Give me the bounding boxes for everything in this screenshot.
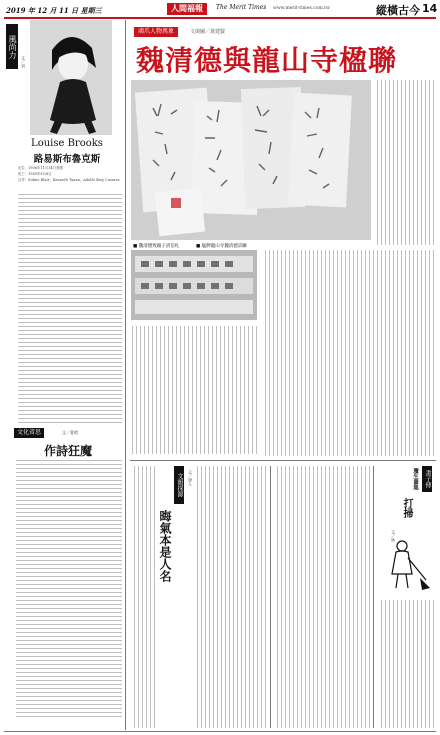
caption-2-text: 艋舺龍山寺魏清德詩聯 (201, 244, 247, 249)
couplet-photo (131, 250, 257, 320)
colB-author: 文／林 (391, 530, 396, 542)
feature-body-far-right (376, 80, 434, 245)
caption-1-text: 魏清德致賴子清信札 (138, 244, 180, 249)
colA-title: 晦氣本是人名 (158, 510, 172, 582)
caption-2-marker: ■ (196, 244, 201, 249)
article-body (18, 194, 122, 424)
colB-subtitle: 打掃 (401, 498, 412, 518)
header-section: 縱橫古今 (376, 4, 420, 17)
colA-body (133, 466, 155, 728)
header-logo-en: The Merit Times (216, 4, 267, 11)
sweeping-figure-illustration (376, 536, 434, 594)
lower-divider-1 (270, 466, 271, 728)
mid-divider (130, 460, 436, 461)
subject-bio-3: 合作：Sidnie Blair、Kenneth Tynan、Adolfo Bioy Casares (18, 178, 120, 182)
feature-title: 魏清德與龍山寺楹聯 (136, 44, 398, 77)
subject-name-cn: 路易斯布魯克斯 (33, 154, 101, 165)
colA-kicker: 文韻探源 (174, 466, 184, 504)
column2-kicker-text: 文化省思 (17, 429, 42, 436)
feature-body-lower (131, 326, 257, 454)
subject-name-en: Louise Brooks (31, 138, 103, 149)
subject-bio-2: 死亡：1985年8月8日 (18, 172, 52, 176)
subject-bio-1: 出生：1906年11月14日美國 (18, 166, 63, 170)
column2-author: 文／曹晴 (62, 430, 78, 435)
caption-1-marker: ■ (133, 244, 138, 249)
feature-kicker: 鴻爪人物萬象 (134, 27, 178, 37)
left-divider (125, 20, 126, 730)
colM-body (274, 466, 370, 728)
column-author: 文／刘 (21, 56, 26, 68)
lower-divider-2 (373, 466, 374, 728)
colB-kicker: 畫子傳 (422, 466, 432, 492)
header-url: www.merit-times.com.tw (273, 6, 330, 11)
caption-1 (133, 243, 179, 249)
column-name: 風尚力 (6, 24, 18, 69)
caption-2 (196, 243, 247, 249)
feature-byline: 文與圖／黃建賢 (190, 29, 226, 35)
letters-photo (131, 80, 371, 240)
header-date: 2019 年 12 月 11 日 星期三 (6, 6, 102, 15)
colB-body (378, 600, 434, 728)
column2-title: 作詩狂魔 (43, 444, 92, 458)
column2-kicker (14, 428, 44, 438)
header-page-number: 14 (422, 2, 438, 15)
colA-author: 文／唐人 (188, 470, 193, 486)
footer-rule (4, 731, 436, 732)
colB-title: 瓊生畫集 (412, 468, 418, 490)
feature-body-right (262, 250, 434, 456)
portrait-photo (30, 20, 112, 135)
header-logo: 人間福報 (167, 3, 207, 15)
colA-body-right (196, 466, 266, 728)
column2-body (16, 460, 122, 720)
header-rule (4, 17, 436, 19)
